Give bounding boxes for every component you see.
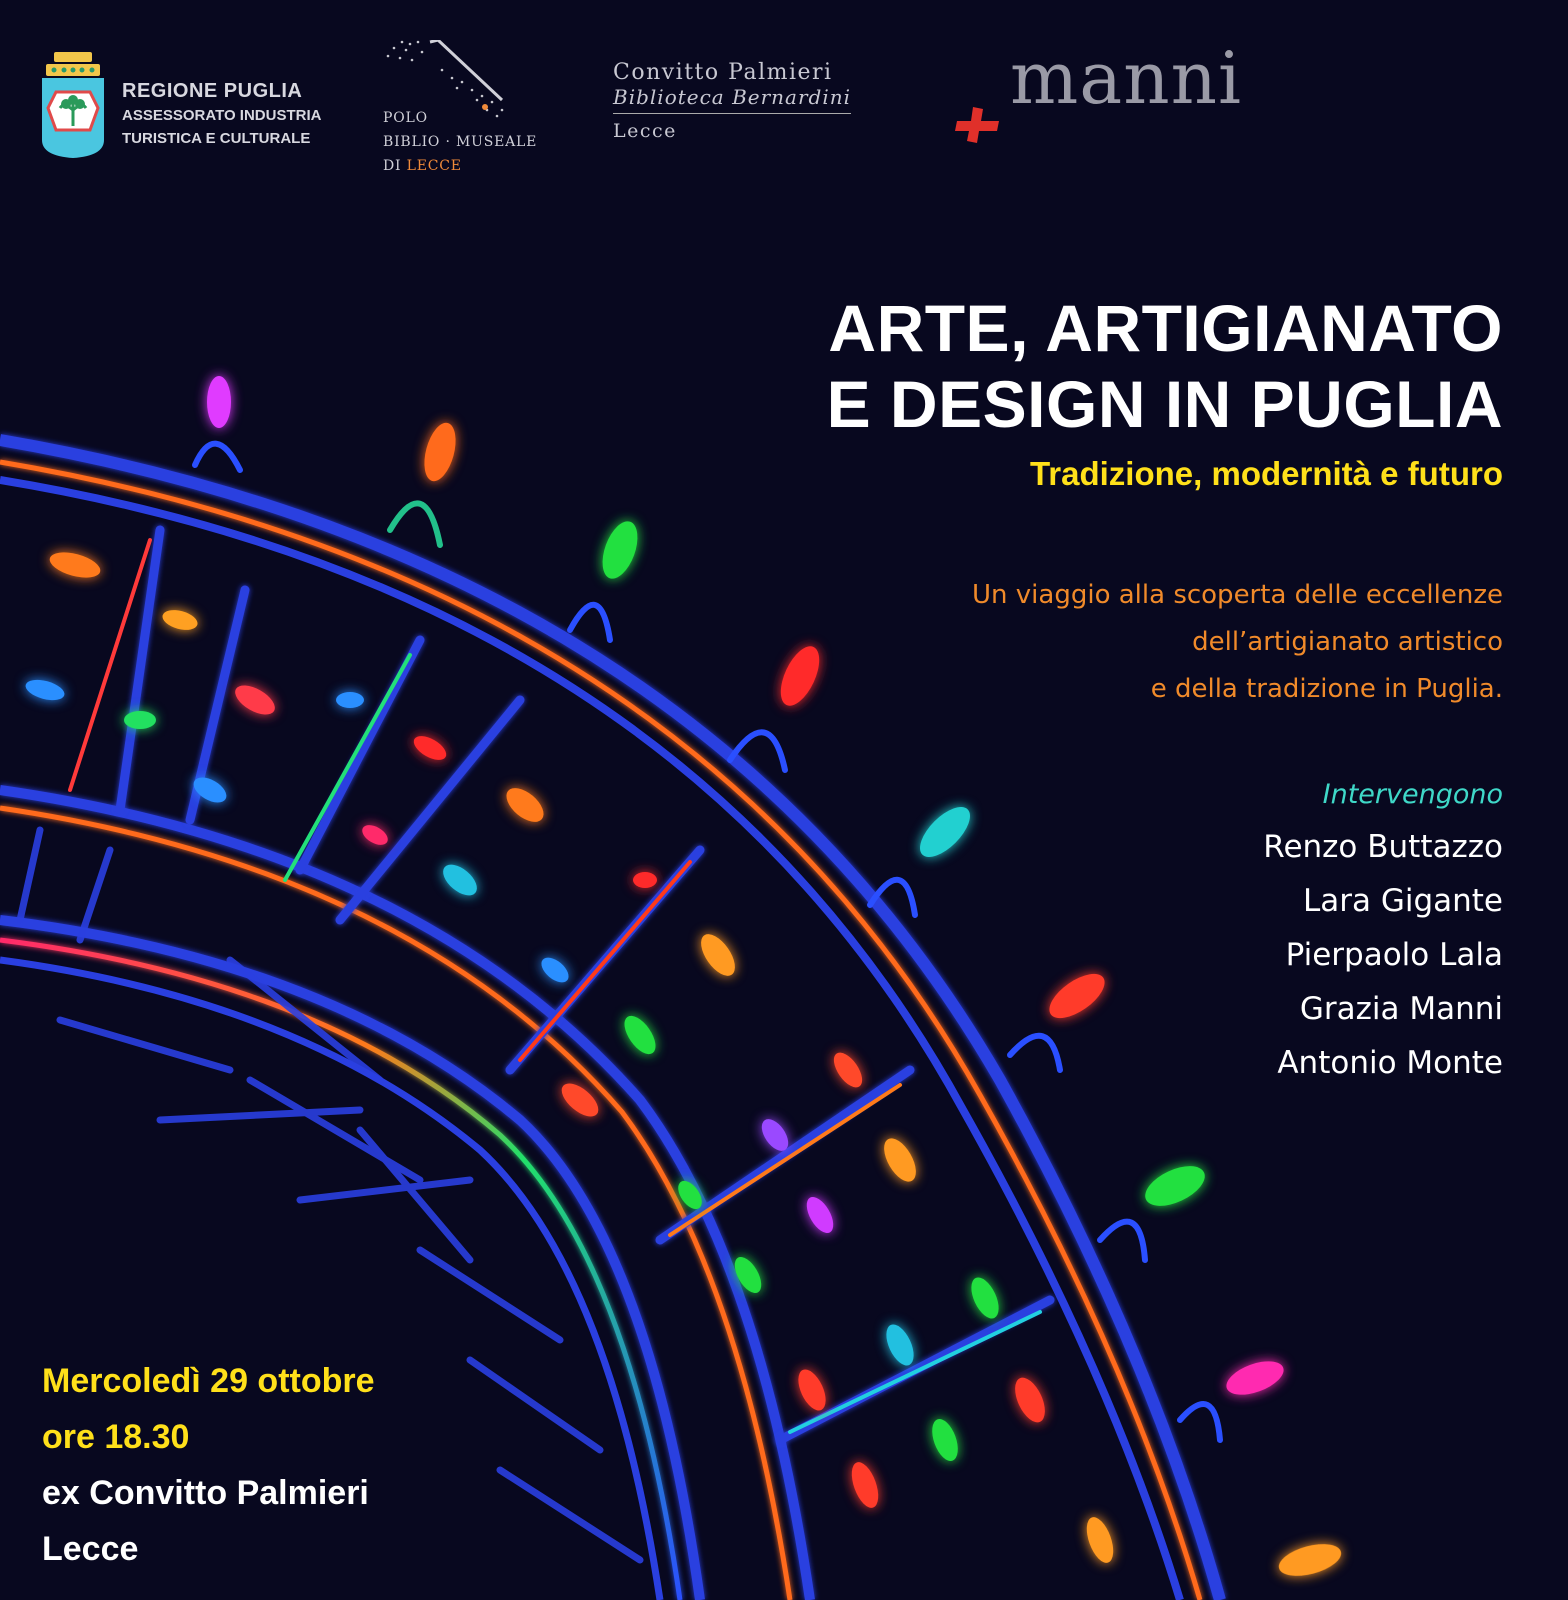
speaker-name: Antonio Monte xyxy=(1277,1045,1503,1081)
intro-line1: Un viaggio alla scoperta delle eccellenze xyxy=(972,580,1503,610)
regione-sub-line2: TURISTICA E CULTURALE xyxy=(122,130,311,147)
polo-line2: BIBLIO · MUSEALE xyxy=(383,134,538,150)
intro-line3: e della tradizione in Puglia. xyxy=(1150,674,1503,704)
polo-line3 xyxy=(383,154,537,178)
event-details xyxy=(42,1353,375,1577)
polo-line3-prefix: DI xyxy=(383,158,407,174)
regione-sub-line1: ASSESSORATO INDUSTRIA xyxy=(122,107,322,124)
logos-row xyxy=(0,36,1568,190)
regione-puglia-logo xyxy=(122,80,321,149)
polo-line1: POLO xyxy=(383,110,428,126)
title-line1: ARTE, ARTIGIANATO xyxy=(828,291,1503,365)
convitto-line2: Biblioteca Bernardini xyxy=(613,85,851,114)
event-title xyxy=(827,290,1503,442)
speaker-name: Grazia Manni xyxy=(1299,991,1503,1027)
intro-line2: dell’artigianato artistico xyxy=(1192,627,1503,657)
polo-line3-highlight: LECCE xyxy=(406,158,462,174)
event-subtitle: Tradizione, modernità e futuro xyxy=(1029,455,1503,492)
speaker-name: Lara Gigante xyxy=(1302,883,1503,919)
event-time: ore 18.30 xyxy=(42,1418,190,1456)
speaker-name: Pierpaolo Lala xyxy=(1285,937,1503,973)
event-date: Mercoledì 29 ottobre xyxy=(42,1362,375,1400)
regione-puglia-emblem-icon xyxy=(40,52,106,160)
manni-logo-word: manni xyxy=(1010,36,1242,120)
event-venue: ex Convitto Palmieri xyxy=(42,1474,369,1512)
speakers-heading: Intervengono xyxy=(1322,779,1503,810)
manni-cross-icon xyxy=(955,80,1005,170)
event-intro xyxy=(972,572,1503,713)
convitto-line3: Lecce xyxy=(613,120,677,142)
convitto-line1: Convitto Palmieri xyxy=(613,60,833,85)
event-city: Lecce xyxy=(42,1530,139,1568)
title-line2: E DESIGN IN PUGLIA xyxy=(826,367,1503,441)
speakers-list xyxy=(1263,770,1503,1090)
regione-name: REGIONE PUGLIA xyxy=(122,80,303,102)
speaker-name: Renzo Buttazzo xyxy=(1263,829,1503,865)
convitto-palmieri-logo xyxy=(613,60,851,142)
polo-biblio-museale-logo xyxy=(383,106,537,178)
